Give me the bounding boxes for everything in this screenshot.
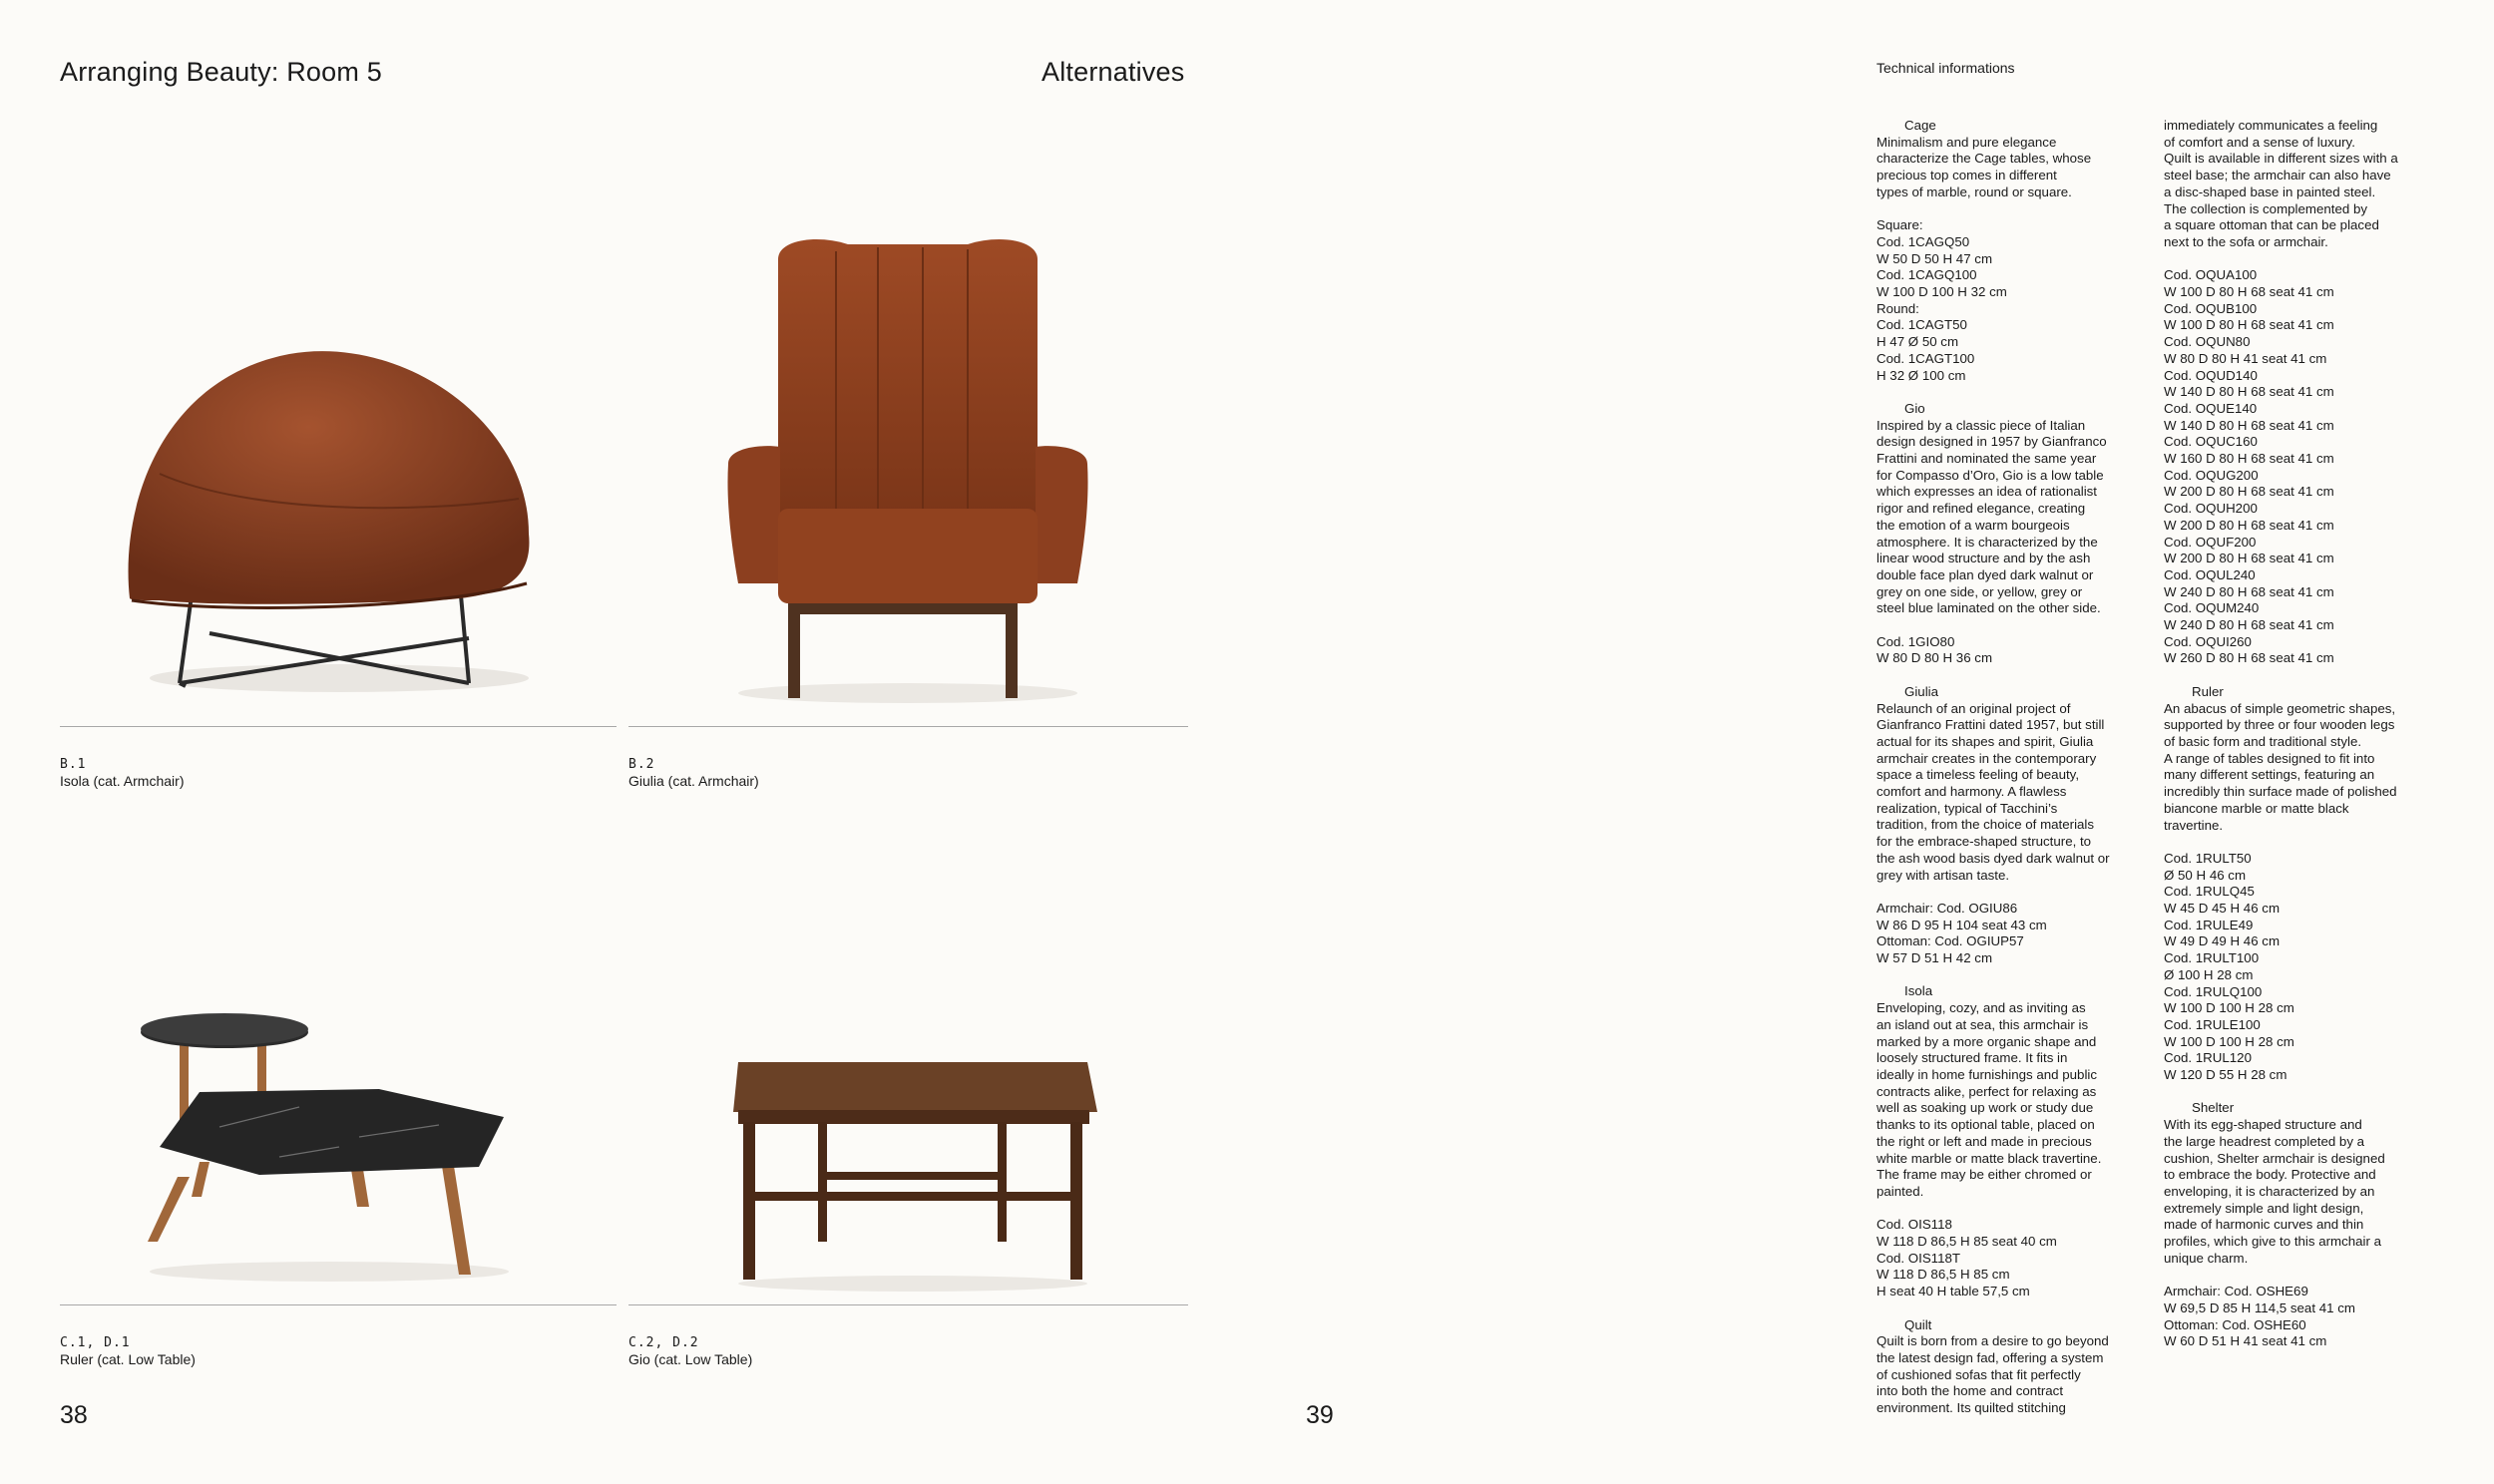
tech-block-heading: Isola [1904, 983, 1933, 999]
tech-block [1876, 217, 2146, 384]
tech-block [2164, 851, 2433, 1084]
tech-block [1876, 983, 2146, 1200]
tech-block [1876, 1217, 2146, 1300]
caption-b2 [628, 756, 759, 790]
tech-block-heading: Quilt [1904, 1316, 1932, 1332]
tech-block-body: With its egg-shaped structure and the large headrest completed by a cushion, Shelter armchair is designed to embrace the body. Protective and enveloping, it is characterized by an extremely simple and light design, made of harmonic curves and thin profiles, which give to this armchair a unique charm. [2164, 1117, 2385, 1266]
tech-block [2164, 1100, 2433, 1267]
tech-block-body: Armchair: Cod. OGIU86 W 86 D 95 H 104 seat 43 cm Ottoman: Cod. OGIUP57 W 57 D 51 H 42 cm [1876, 900, 2047, 966]
caption-code: C.2, D.2 [628, 1335, 699, 1350]
tech-block [1876, 118, 2146, 201]
tech-block-body: Square: Cod. 1CAGQ50 W 50 D 50 H 47 cm Cod. 1CAGQ100 W 100 D 100 H 32 cm Round: Cod. 1CAGT50 H 47 Ø 50 cm Cod. 1CAGT100 H 32 Ø 100 cm [1876, 217, 2007, 383]
tech-block [1876, 901, 2146, 967]
caption-code: B.1 [60, 757, 87, 772]
tech-block [1876, 401, 2146, 617]
technical-column-1 [1876, 118, 2146, 1433]
tech-block [2164, 684, 2433, 834]
tech-block-body: immediately communicates a feeling of comfort and a sense of luxury. Quilt is available in different sizes with a steel base; the armchair can also have a disc-shaped base in painted steel. The collection is complemented by a square ottoman that can be placed next to the sofa or armchair. [2164, 118, 2398, 249]
divider-rule [60, 1304, 617, 1305]
tech-block [1876, 684, 2146, 884]
tech-block-body: Cod. OQUA100 W 100 D 80 H 68 seat 41 cm Cod. OQUB100 W 100 D 80 H 68 seat 41 cm Cod. OQUN80 W 80 D 80 H 41 seat 41 cm Cod. OQUD140 W 140 D 80 H 68 seat 41 cm Cod. OQUE140 W 140 D 80 H 68 seat 41 cm Cod. OQUC160 W 160 D 80 H 68 seat 41 cm Cod. OQUG200 W 200 D 80 H 68 seat 41 cm Cod. OQUH200 W 200 D 80 H 68 seat 41 cm Cod. OQUF200 W 200 D 80 H 68 seat 41 cm Cod. OQUL240 W 240 D 80 H 68 seat 41 cm Cod. OQUM240 W 240 D 80 H 68 seat 41 cm Cod. OQUI260 W 260 D 80 H 68 seat 41 cm [2164, 267, 2334, 666]
tech-block [1876, 634, 2146, 667]
page-number-right: 39 [1306, 1401, 1334, 1429]
tech-block-heading: Ruler [2192, 683, 2224, 699]
ruler-table-image [140, 1007, 519, 1287]
page-number-left: 38 [60, 1401, 88, 1429]
gio-table-image [728, 1052, 1097, 1292]
tech-block [1876, 1317, 2146, 1417]
tech-block-body: Quilt is born from a desire to go beyond the latest design fad, offering a system of cushioned sofas that fit perfectly into both the home and contract environment. Its quilted stitching [1876, 1333, 2109, 1416]
tech-block-body: Cod. OIS118 W 118 D 86,5 H 85 seat 40 cm Cod. OIS118T W 118 D 86,5 H 85 cm H seat 40 H table 57,5 cm [1876, 1217, 2057, 1299]
technical-heading: Technical informations [1876, 60, 2015, 76]
divider-rule [628, 726, 1188, 727]
caption-name: Giulia (cat. Armchair) [628, 773, 759, 789]
tech-block-body: Inspired by a classic piece of Italian design designed in 1957 by Gianfranco Frattini and nominated the same year for Compasso d’Oro, Gio is a low table which expresses an idea of rationalist rigor and refined elegance, creating the emotion of a warm bourgeois atmosphere. It is characterized by the linear wood structure and by the ash double face plan dyed dark walnut or grey on one side, or yellow, grey or steel blue laminated on the other side. [1876, 417, 2107, 616]
technical-column-2 [2164, 118, 2433, 1367]
tech-block-body: Relaunch of an original project of Gianfranco Frattini dated 1957, but still actual for its shapes and spirit, Giulia armchair creates in the contemporary space a timeless feeling of beauty, comfort and harmony. A flawless realization, typical of Tacchini’s tradition, from the choice of materials for the embrace-shaped structure, to the ash wood basis dyed dark walnut or grey with artisan taste. [1876, 700, 2110, 883]
tech-block [2164, 1284, 2433, 1350]
divider-rule [60, 726, 617, 727]
tech-block-body: Minimalism and pure elegance characterize the Cage tables, whose precious top comes in different types of marble, round or square. [1876, 134, 2092, 199]
caption-name: Ruler (cat. Low Table) [60, 1351, 196, 1367]
tech-block-heading: Giulia [1904, 683, 1938, 699]
caption-c2-d2 [628, 1334, 752, 1368]
page-title-left: Arranging Beauty: Room 5 [60, 57, 382, 87]
tech-block-heading: Cage [1904, 118, 1936, 133]
isola-armchair-image [100, 339, 559, 698]
section-title-alternatives: Alternatives [1041, 57, 1185, 87]
tech-block [2164, 118, 2433, 251]
caption-b1 [60, 756, 184, 790]
tech-block-body: Cod. 1RULT50 Ø 50 H 46 cm Cod. 1RULQ45 W 45 D 45 H 46 cm Cod. 1RULE49 W 49 D 49 H 46 cm Cod. 1RULT100 Ø 100 H 28 cm Cod. 1RULQ100 W 100 D 100 H 28 cm Cod. 1RULE100 W 100 D 100 H 28 cm Cod. 1RUL120 W 120 D 55 H 28 cm [2164, 850, 2294, 1083]
tech-block-body: Cod. 1GIO80 W 80 D 80 H 36 cm [1876, 633, 1993, 666]
divider-rule [628, 1304, 1188, 1305]
caption-code: B.2 [628, 757, 655, 772]
tech-block-body: An abacus of simple geometric shapes, supported by three or four wooden legs of basic form and traditional style. A range of tables designed to fit into many different settings, featuring an incredibly thin surface made of polished biancone marble or matte black travertine. [2164, 700, 2397, 833]
giulia-armchair-image [718, 239, 1097, 708]
caption-c1-d1 [60, 1334, 196, 1368]
tech-block-heading: Shelter [2192, 1100, 2235, 1116]
tech-block-body: Armchair: Cod. OSHE69 W 69,5 D 85 H 114,5 seat 41 cm Ottoman: Cod. OSHE60 W 60 D 51 H 41 seat 41 cm [2164, 1284, 2355, 1349]
caption-name: Isola (cat. Armchair) [60, 773, 185, 789]
caption-code: C.1, D.1 [60, 1335, 131, 1350]
tech-block-body: Enveloping, cozy, and as inviting as an island out at sea, this armchair is marked by a more organic shape and loosely structured frame. It fits in ideally in home furnishings and public contracts alike, perfect for relaxing as well as soaking up work or study due thanks to its optional table, placed on the right or left and made in precious white marble or matte black travertine. The frame may be either chromed or painted. [1876, 1000, 2102, 1199]
tech-block-heading: Gio [1904, 400, 1925, 416]
caption-name: Gio (cat. Low Table) [628, 1351, 753, 1367]
tech-block [2164, 267, 2433, 667]
